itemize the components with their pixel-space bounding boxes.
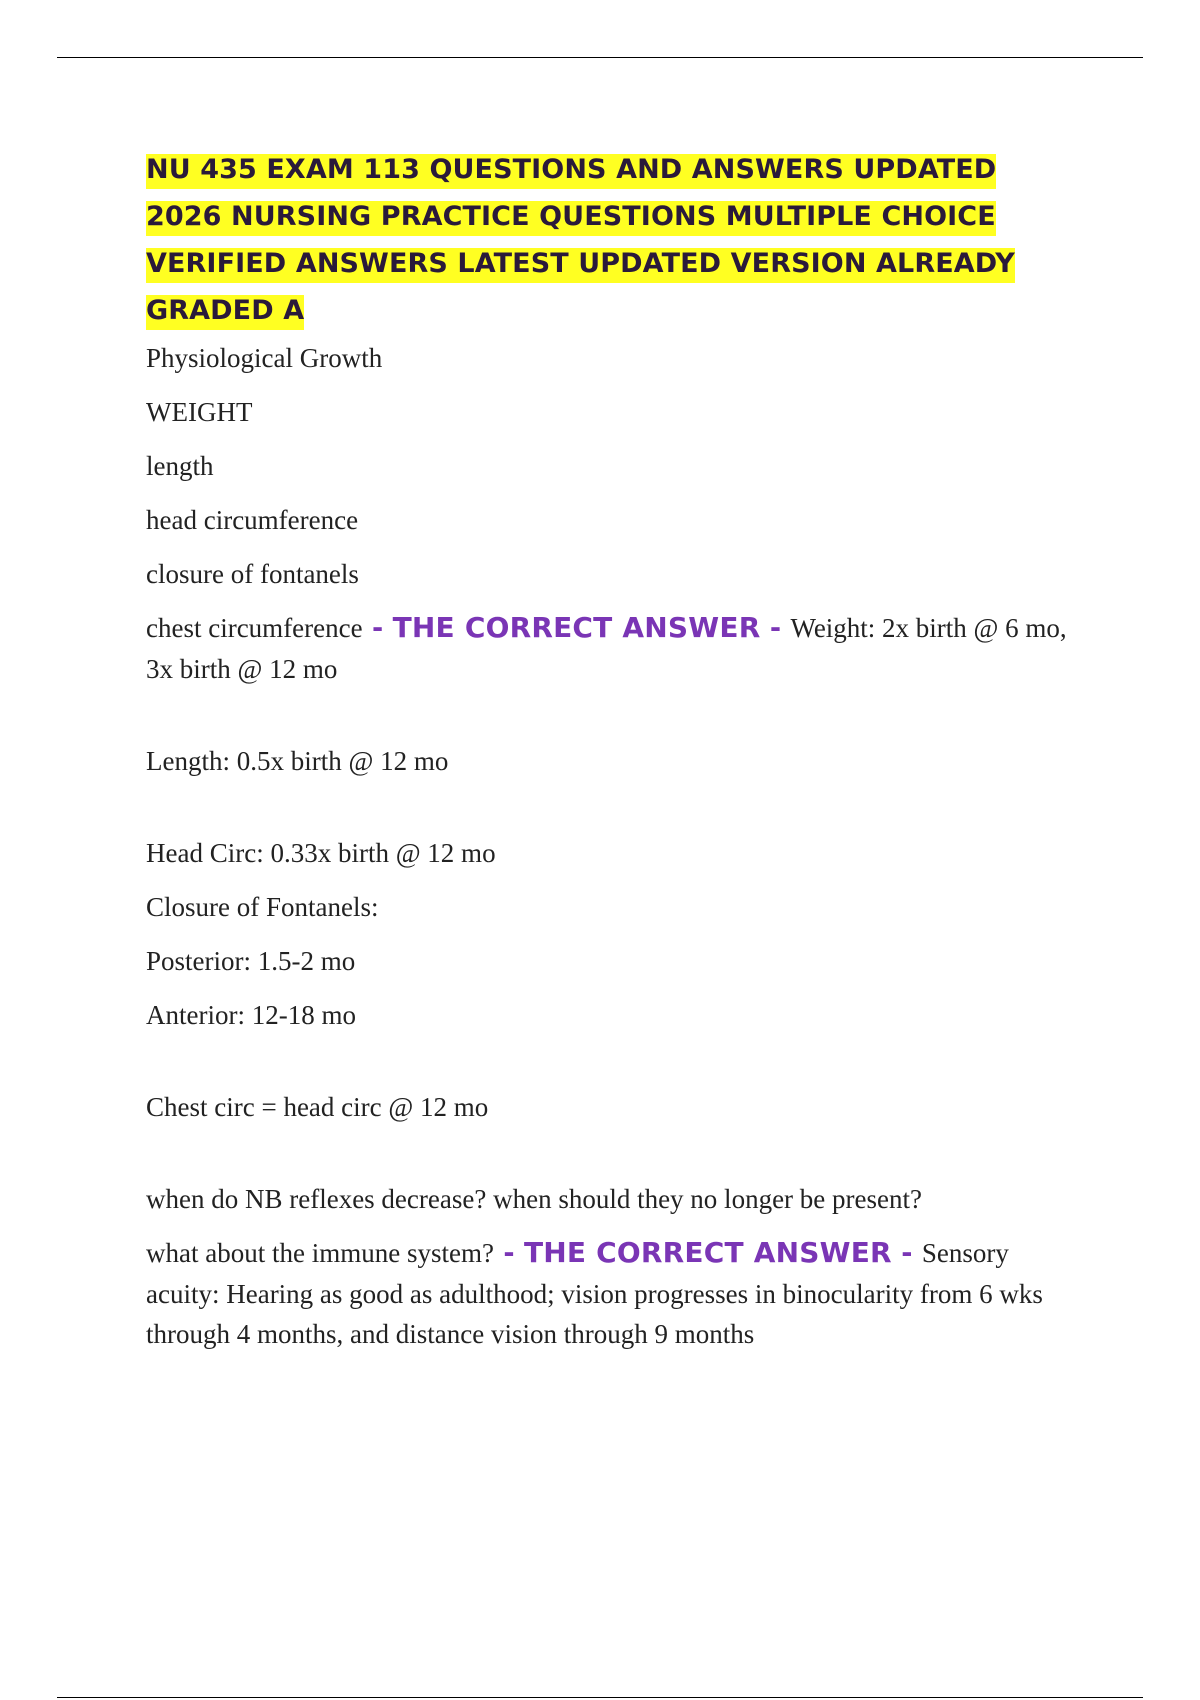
question-line: WEIGHT [146, 397, 253, 427]
header-rule [57, 57, 1143, 58]
question-line: what about the immune system? [146, 1238, 494, 1268]
question-line: chest circumference [146, 613, 363, 643]
question-answer-paragraph [146, 608, 1076, 689]
question-answer-paragraph [146, 1233, 1076, 1354]
answer-text: Length: 0.5x birth @ 12 mo [146, 746, 449, 776]
answer-separator: - [891, 1238, 922, 1269]
document-body [146, 146, 1076, 1368]
answer-text: Anterior: 12-18 mo [146, 1000, 356, 1030]
answer-separator: - [760, 613, 791, 644]
correct-answer-label: THE CORRECT ANSWER [392, 611, 761, 644]
answer-text: Posterior: 1.5-2 mo [146, 946, 356, 976]
answer-text: Closure of Fontanels: [146, 892, 379, 922]
answer-text: Chest circ = head circ @ 12 mo [146, 1092, 489, 1122]
answer-text: Head Circ: 0.33x birth @ 12 mo [146, 838, 496, 868]
question-line: when do NB reflexes decrease? when should they no longer be present? [146, 1184, 922, 1214]
question-line: head circumference [146, 505, 359, 535]
answer-separator: - [493, 1238, 524, 1269]
answer-text: Weight: 2x birth @ 6 mo, 3x birth @ 12 mo [146, 613, 1067, 684]
title-highlight: NU 435 EXAM 113 QUESTIONS AND ANSWERS UPDATED 2026 NURSING PRACTICE QUESTIONS MULTIPLE CHOICE VERIFIED ANSWERS LATEST UPDATED VERSION ALREADY GRADED A [146, 154, 1015, 330]
correct-answer-label: THE CORRECT ANSWER [523, 1236, 892, 1269]
document-title [146, 146, 1076, 334]
answer-separator: - [362, 613, 393, 644]
question-line: closure of fontanels [146, 559, 359, 589]
question-line: length [146, 451, 214, 481]
answer-text: Sensory acuity: Hearing as good as adulthood; vision progresses in binocularity from 6 wks through 4 months, and distance vision through 9 months [146, 1238, 1043, 1349]
footer-rule [57, 1697, 1143, 1698]
question-line: Physiological Growth [146, 343, 383, 373]
